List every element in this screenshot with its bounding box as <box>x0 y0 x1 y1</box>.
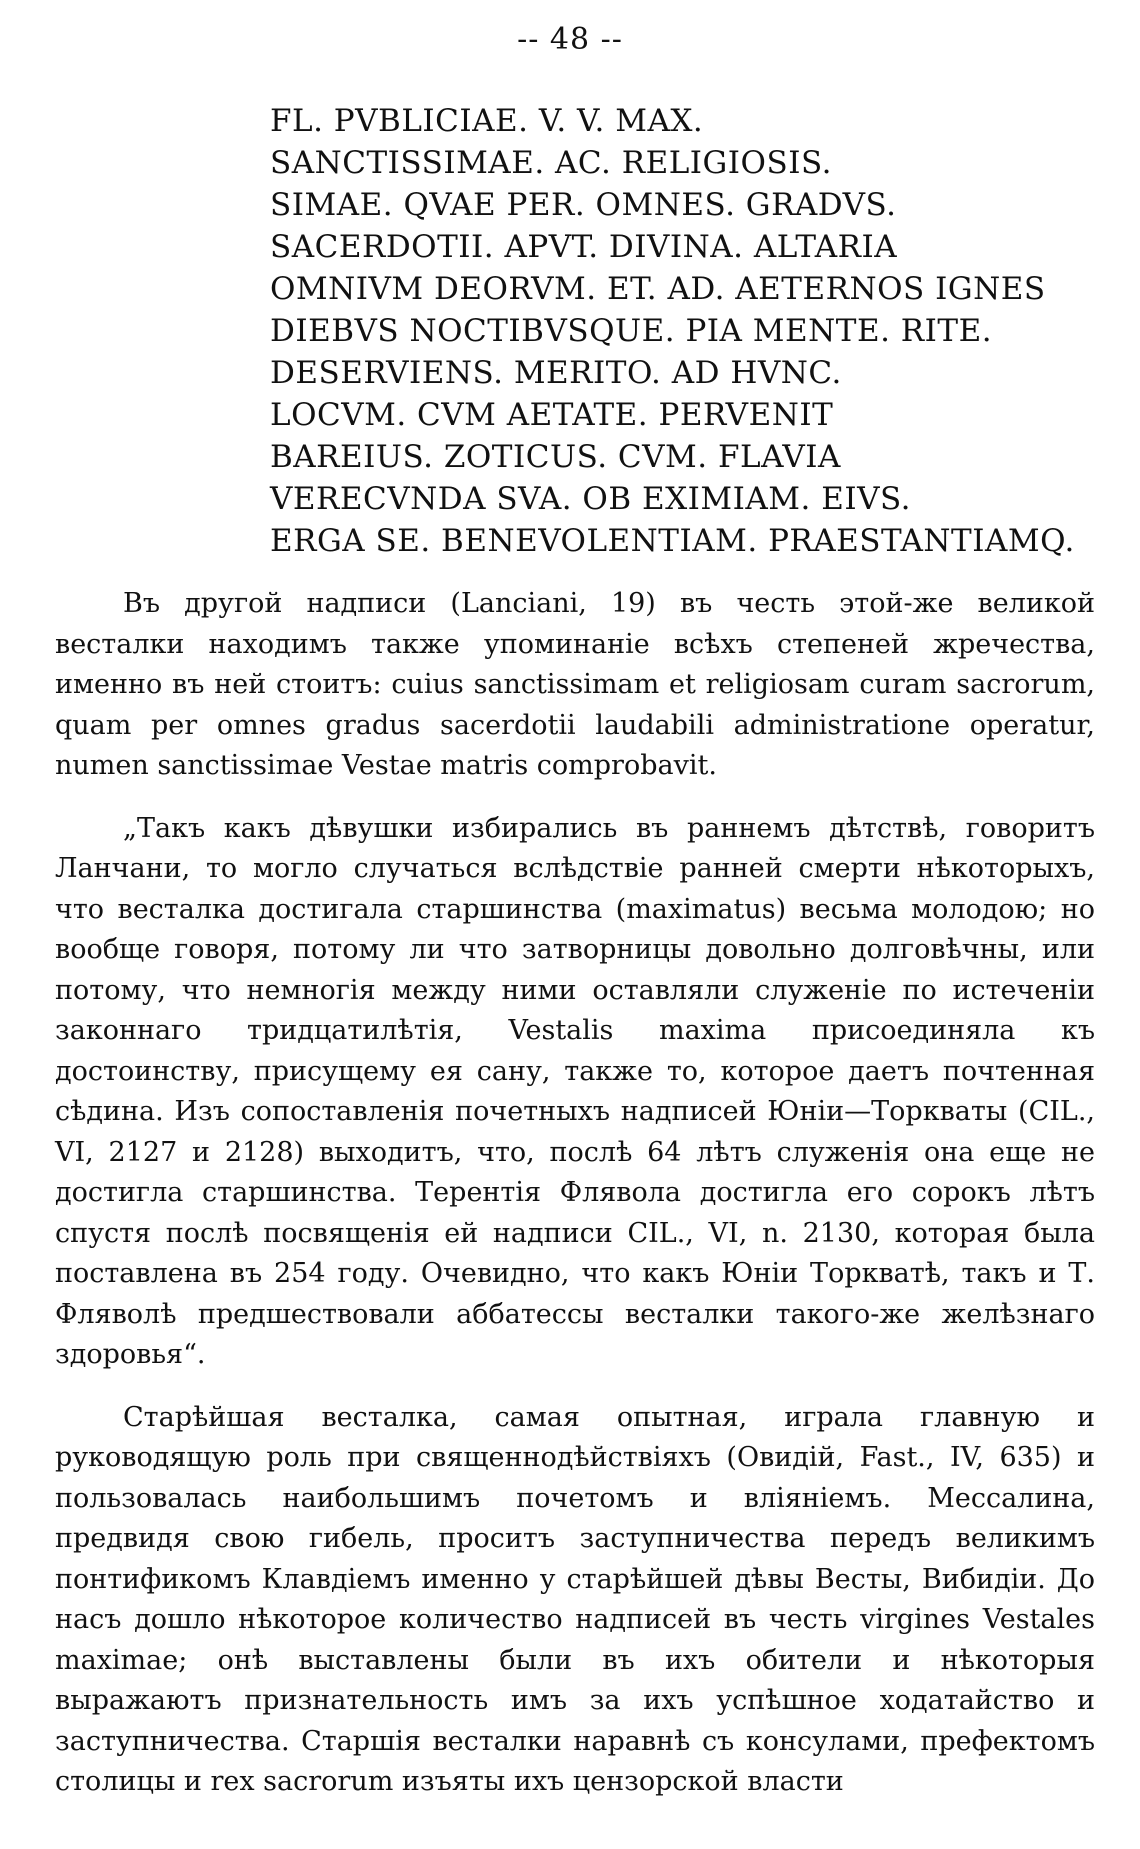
page-number: -- 48 -- <box>517 22 623 57</box>
inscription-line: BAREIUS. ZOTICUS. CVM. FLAVIA <box>270 439 841 475</box>
paragraph-lanciani-quote: „Такъ какъ дѣвушки избирались въ раннемъ дѣтствѣ, говоритъ Ланчани, то могло случаться вслѣдствіе ранней смерти нѣкоторыхъ, что весталка достигала старшинства (maximatus) весьма молодою; но вообще говоря, потому ли что затворницы довольно долговѣчны, или потому, что немногія между ними оставляли служеніе по истеченіи законнаго тридцатилѣтія, Vestalis maxima присоединяла къ достоинству, присущему ея сану, также то, которое даетъ почтенная сѣдина. Изъ сопоставленія почетныхъ надписей Юніи—Торкваты (CIL., VI, 2127 и 2128) выходитъ, что, послѣ 64 лѣтъ служенія она еще не достигла старшинства. Терентія Флявола достигла его сорокъ лѣтъ спустя послѣ посвященія ей надписи CIL., VI, n. 2130, которая была поставлена въ 254 году. Очевидно, что какъ Юніи Торкватѣ, такъ и Т. Фляволѣ предшествовали аббатессы весталки такого-же желѣзнаго здоровья“. <box>55 812 1095 1370</box>
inscription-line: FL. PVBLICIAE. V. V. MAX. <box>270 103 704 139</box>
latin-inscription <box>270 100 1090 562</box>
inscription-line: OMNIVM DEORVM. ET. AD. AETERNOS IGNES <box>270 271 1046 307</box>
inscription-line: DESERVIENS. MERITO. AD HVNC. <box>270 355 842 391</box>
body-text <box>55 584 1095 1803</box>
inscription-line: LOCVM. CVM AETATE. PERVENIT <box>270 397 834 433</box>
inscription-line: SIMAE. QVAE PER. OMNES. GRADVS. <box>270 187 897 223</box>
inscription-line: SACERDOTII. APVT. DIVINA. ALTARIA <box>270 229 898 265</box>
inscription-line: SANCTISSIMAE. AC. RELIGIOSIS. <box>270 145 832 181</box>
inscription-line: VERECVNDA SVA. OB EXIMIAM. EIVS. <box>270 481 911 517</box>
inscription-line: ERGA SE. BENEVOLENTIAM. PRAESTANTIAMQ. <box>270 523 1075 559</box>
paragraph-lanciani-inscription: Въ другой надписи (Lanciani, 19) въ честь этой-же великой весталки находимъ также упоминаніе всѣхъ степеней жречества, именно въ ней стоитъ: cuius sanctissimam et religiosam curam sacrorum, quam per omnes gradus sacerdotii laudabili administratione operatur, numen sanctissimae Vestae matris comprobavit. <box>55 588 1095 781</box>
inscription-line: DIEBVS NOCTIBVSQUE. PIA MENTE. RITE. <box>270 313 993 349</box>
paragraph-eldest-vestal: Старѣйшая весталка, самая опытная, играла главную и руководящую роль при священнодѣйствіяхъ (Овидій, Fast., IV, 635) и пользовалась наибольшимъ почетомъ и вліяніемъ. Мессалина, предвидя свою гибель, проситъ заступничества передъ великимъ понтификомъ Клавдіемъ именно у старѣйшей дѣвы Весты, Вибидіи. До насъ дошло нѣкоторое количество надписей въ честь virgines Vestales maximae; онѣ выставлены были въ ихъ обители и нѣкоторыя выражаютъ признательность имъ за ихъ успѣшное ходатайство и заступничества. Старшія весталки наравнѣ съ консулами, префектомъ столицы и rex sacrorum изъяты ихъ цензорской власти <box>55 1401 1095 1797</box>
